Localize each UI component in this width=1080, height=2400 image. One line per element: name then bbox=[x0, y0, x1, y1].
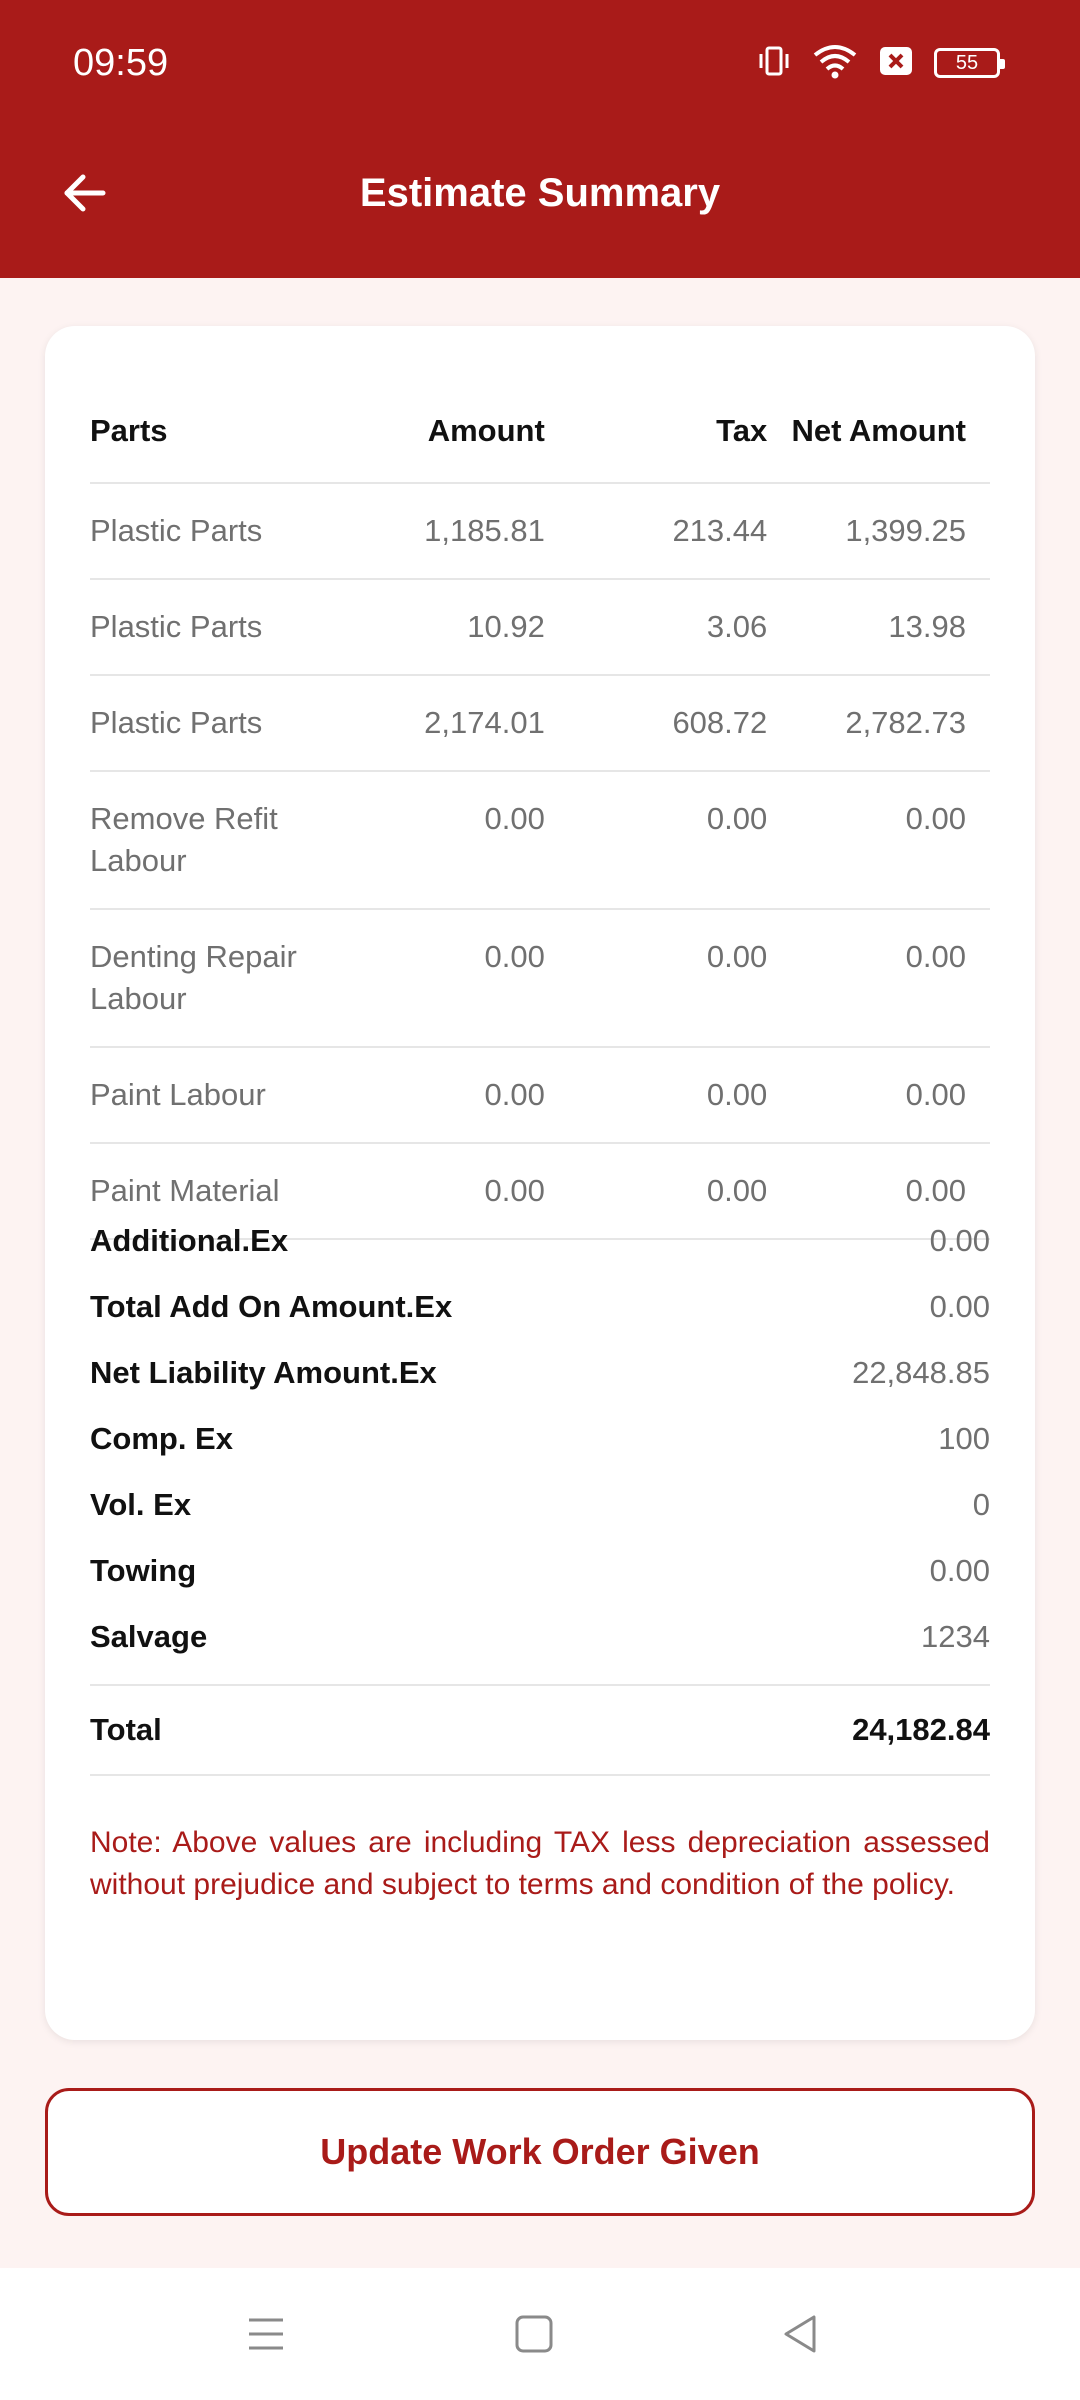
cell-tax: 0.00 bbox=[706, 801, 768, 836]
total-row bbox=[90, 1684, 990, 1776]
cell-net: 2,782.73 bbox=[845, 705, 966, 740]
close-box-icon bbox=[878, 45, 914, 82]
cell-part: Remove Refit Labour bbox=[90, 801, 278, 878]
cell-part: Plastic Parts bbox=[90, 513, 263, 548]
cell-tax: 608.72 bbox=[672, 705, 768, 740]
summary-value: 0 bbox=[972, 1487, 990, 1522]
nav-menu-button[interactable] bbox=[234, 2302, 298, 2366]
table-row bbox=[90, 1048, 990, 1144]
cell-net: 0.00 bbox=[905, 1173, 966, 1208]
summary-row-additional bbox=[90, 1208, 990, 1274]
cell-part: Denting Repair Labour bbox=[90, 939, 297, 1016]
home-square-icon bbox=[512, 2312, 556, 2356]
app-bar bbox=[0, 0, 1080, 278]
total-label: Total bbox=[90, 1712, 162, 1747]
summary-value: 1234 bbox=[921, 1619, 990, 1654]
summary-row-comp-ex bbox=[90, 1406, 990, 1472]
summary-label: Vol. Ex bbox=[90, 1487, 192, 1522]
cell-amount: 0.00 bbox=[484, 1173, 545, 1208]
cell-amount: 2,174.01 bbox=[424, 705, 545, 740]
summary-label: Towing bbox=[90, 1553, 197, 1588]
table-row bbox=[90, 484, 990, 580]
battery-icon: 55 bbox=[934, 48, 1000, 78]
summary-label: Net Liability Amount.Ex bbox=[90, 1355, 437, 1390]
system-nav-bar bbox=[0, 2268, 1080, 2400]
update-work-order-button[interactable]: Update Work Order Given bbox=[45, 2088, 1035, 2216]
nav-home-button[interactable] bbox=[502, 2302, 566, 2366]
menu-icon bbox=[244, 2312, 288, 2356]
cell-net: 1,399.25 bbox=[845, 513, 966, 548]
cell-amount: 0.00 bbox=[484, 801, 545, 836]
summary-value: 0.00 bbox=[929, 1223, 990, 1258]
cell-amount: 0.00 bbox=[484, 939, 545, 974]
disclaimer-note: Note: Above values are including TAX less depreciation assessed without prejudice and subject to terms and condition of the policy. bbox=[90, 1826, 990, 1901]
total-value: 24,182.84 bbox=[852, 1712, 990, 1747]
summary-row-vol-ex bbox=[90, 1472, 990, 1538]
cell-net: 0.00 bbox=[905, 801, 966, 836]
wifi-icon bbox=[812, 43, 858, 84]
header-amount: Amount bbox=[427, 413, 545, 448]
summary-row-net-liability bbox=[90, 1340, 990, 1406]
cell-net: 0.00 bbox=[905, 939, 966, 974]
cell-tax: 0.00 bbox=[706, 1077, 768, 1112]
summary-label: Additional.Ex bbox=[90, 1223, 289, 1258]
table-row bbox=[90, 772, 990, 910]
cell-part: Plastic Parts bbox=[90, 609, 263, 644]
cell-tax: 213.44 bbox=[672, 513, 768, 548]
cell-amount: 0.00 bbox=[484, 1077, 545, 1112]
vibrate-icon bbox=[756, 43, 792, 84]
table-row bbox=[90, 580, 990, 676]
summary-row-total-add-on bbox=[90, 1274, 990, 1340]
cell-tax: 0.00 bbox=[706, 939, 768, 974]
cell-tax: 3.06 bbox=[706, 609, 768, 644]
summary-label: Comp. Ex bbox=[90, 1421, 233, 1456]
cell-part: Paint Labour bbox=[90, 1077, 266, 1112]
back-triangle-icon bbox=[778, 2312, 822, 2356]
summary-value: 0.00 bbox=[929, 1553, 990, 1588]
table-header bbox=[90, 380, 990, 484]
cell-part: Paint Material bbox=[90, 1173, 280, 1208]
summary-value: 0.00 bbox=[929, 1289, 990, 1324]
page-title: Estimate Summary bbox=[359, 171, 721, 215]
parts-table bbox=[90, 380, 990, 1240]
summary-row-towing bbox=[90, 1538, 990, 1604]
nav-back-button[interactable] bbox=[768, 2302, 832, 2366]
header-parts: Parts bbox=[90, 413, 168, 448]
summary-row-salvage bbox=[90, 1604, 990, 1670]
estimate-card bbox=[45, 326, 1035, 2040]
status-icons bbox=[756, 42, 1000, 84]
status-time: 09:59 bbox=[73, 42, 169, 84]
summary-label: Total Add On Amount.Ex bbox=[90, 1289, 453, 1324]
cell-net: 13.98 bbox=[888, 609, 966, 644]
header-tax: Tax bbox=[716, 413, 768, 448]
cell-amount: 10.92 bbox=[467, 609, 545, 644]
cell-tax: 0.00 bbox=[706, 1173, 768, 1208]
cell-part: Plastic Parts bbox=[90, 705, 263, 740]
cell-amount: 1,185.81 bbox=[424, 513, 545, 548]
cell-net: 0.00 bbox=[905, 1077, 966, 1112]
header-net-amount: Net Amount bbox=[791, 413, 966, 448]
summary-value: 100 bbox=[938, 1421, 990, 1456]
table-row bbox=[90, 910, 990, 1048]
table-row bbox=[90, 676, 990, 772]
summary-list bbox=[90, 1208, 990, 1670]
summary-label: Salvage bbox=[90, 1619, 208, 1654]
summary-value: 22,848.85 bbox=[852, 1355, 990, 1390]
